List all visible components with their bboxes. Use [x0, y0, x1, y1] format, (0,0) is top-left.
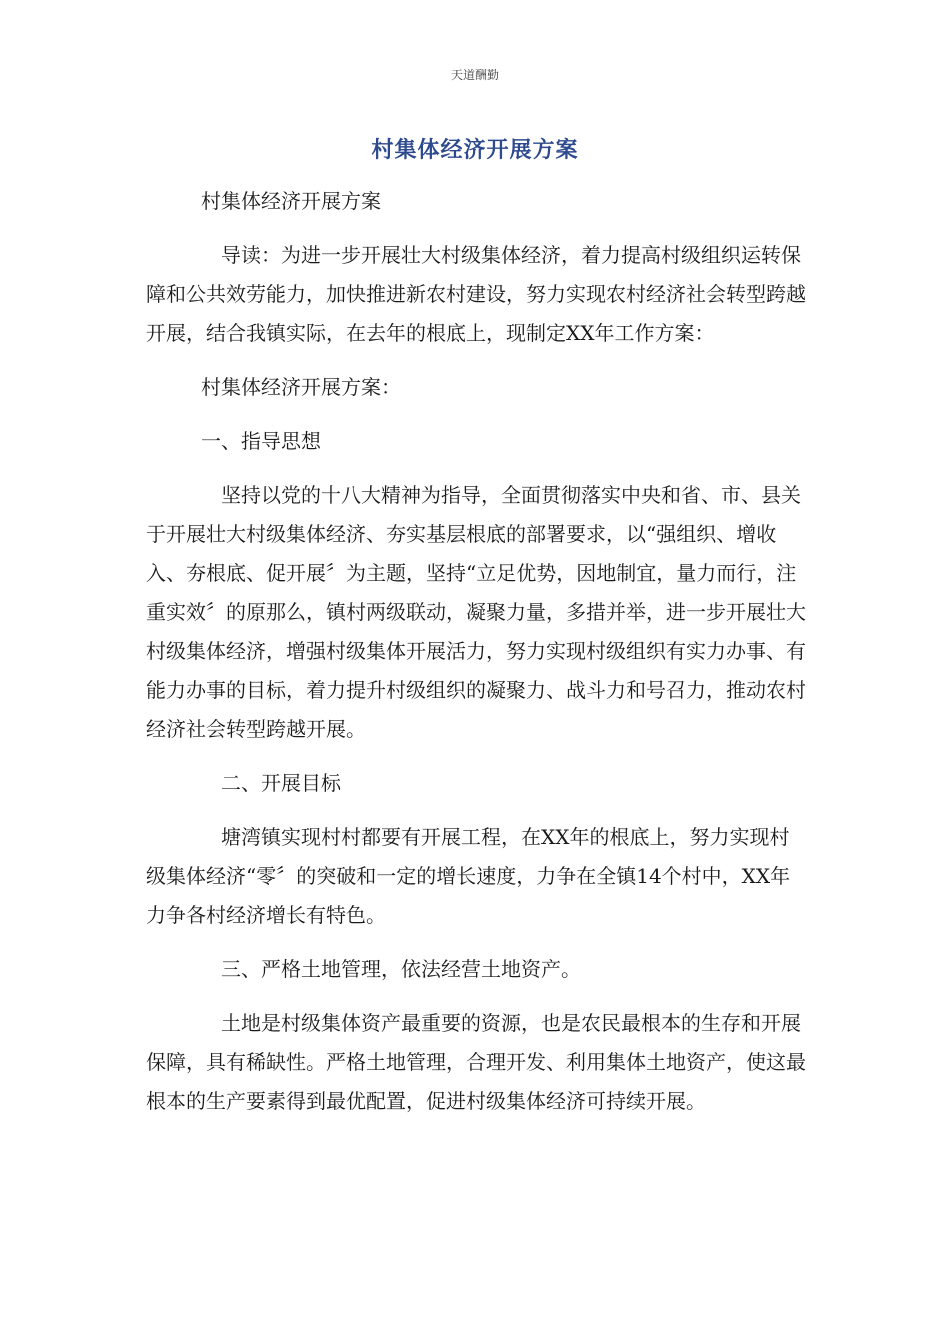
subtitle-paragraph: 村集体经济开展方案 — [201, 189, 381, 213]
page-header: 天道酬勤 — [450, 68, 499, 82]
section-heading-3: 三、严格土地管理，依法经营土地资产。 — [221, 957, 581, 981]
section-heading-1: 一、指导思想 — [201, 429, 321, 453]
section-1-paragraph: 坚持以党的十八大精神为指导，全面贯彻落实中央和省、市、县关于开展壮大村级集体经济、夯实基层根底的部署要求，以“强组织、增收入、夯根底、促开展〞为主题，坚持“立足优势，因地制宜，量力而行，注重实效〞的原那么，镇村两级联动，凝聚力量，多措并举，进一步开展壮大村级集体经济，增强村级集体开展活力，努力实现村级组织有实力办事、有能力办事的目标，着力提升村级组织的凝聚力、战斗力和号召力，推动农村经济社会转型跨越开展。 — [146, 483, 806, 741]
intro-paragraph: 导读：为进一步开展壮大村级集体经济，着力提高村级组织运转保障和公共效劳能力，加快推进新农村建设，努力实现农村经济社会转型跨越开展，结合我镇实际，在去年的根底上，现制定XX年工作方案： — [146, 243, 806, 345]
document-title: 村集体经济开展方案 — [371, 138, 579, 163]
section-2-paragraph: 塘湾镇实现村村都要有开展工程，在XX年的根底上，努力实现村级集体经济“零〞的突破和一定的增长速度，力争在全镇14个村中，XX年力争各村经济增长有特色。 — [146, 825, 791, 927]
section-3-paragraph: 土地是村级集体资产最重要的资源，也是农民最根本的生存和开展保障，具有稀缺性。严格土地管理，合理开发、利用集体土地资产，使这最根本的生产要素得到最优配置，促进村级集体经济可持续开展。 — [146, 1011, 806, 1113]
document-body — [146, 182, 806, 1121]
section-heading-2: 二、开展目标 — [221, 771, 341, 795]
plan-heading: 村集体经济开展方案： — [201, 375, 401, 399]
